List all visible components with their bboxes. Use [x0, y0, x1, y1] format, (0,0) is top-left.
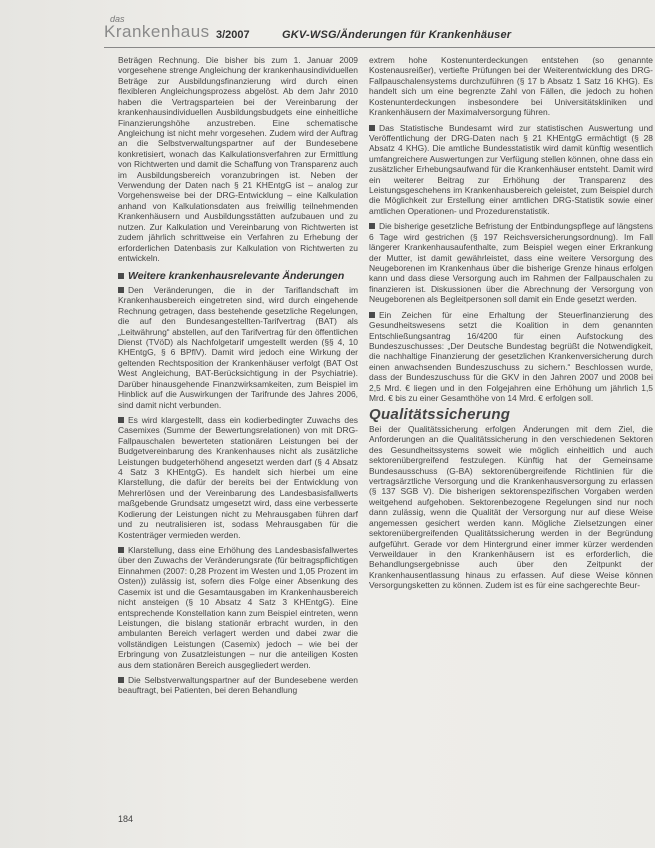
running-title: GKV-WSG/Änderungen für Krankenhäuser — [282, 29, 512, 41]
paragraph: extrem hohe Kostenunterdeckungen entstehen (so genannte Kostenausreißer), vertiefte Prüfungen bei der Weiterentwicklung des DRG-Fallpauschalensystems durchzuführen (§ 17 b Absatz 1 Satz 16 KHG). Es handelt sich um eine begrenzte Zahl von Fällen, die jedoch zu hohen Kostenunterdeckungen insbesondere bei Universitätskliniken und Krankenhäusern der Maximalversorgung führen. — [369, 55, 653, 118]
page-number: 184 — [118, 814, 134, 824]
journal-logo: Krankenhaus — [104, 22, 210, 41]
bullet-square-icon — [118, 547, 124, 553]
bullet-square-icon — [118, 287, 124, 293]
bullet-square-icon — [118, 677, 124, 683]
section-heading: Weitere krankenhausrelevante Änderungen — [118, 271, 358, 281]
bullet-square-icon — [118, 417, 124, 423]
bullet-paragraph: Die Selbstverwaltungspartner auf der Bundesebene werden beauftragt, bei Patienten, bei deren Behandlung — [118, 675, 358, 696]
page-header — [104, 14, 655, 48]
bullet-square-icon — [118, 273, 124, 279]
bullet-paragraph: Die bisherige gesetzliche Befristung der Entbindungspflege auf längstens 6 Tage wird gestrichen (§ 197 Reichsversicherungsordnung). Im Fall längerer Krankenhausaufenthalte, zum Beispiel wegen einer Erkrankung der Mutter, ist damit gewährleistet, dass eine weitere Versorgung des Neugeborenen im Krankenhaus über die bisherige Grenze hinaus erfolgen kann und dass diese Versorgung auch im Rahmen der Fallpauschalen zu finanzieren ist. Diskussionen über die Abrechnung der Versorgung von Neugeborenen als Begleitpersonen soll damit ein Ende gesetzt werden. — [369, 221, 653, 305]
bullet-square-icon — [369, 125, 375, 131]
bullet-paragraph: Klarstellung, dass eine Erhöhung des Landesbasisfallwertes über den Zuwachs der Veränderungsrate (für beitragspflichtigen Einnahmen (2007: 0,28 Prozent im Westen und 1,05 Prozent im Osten)) zulässig ist, sofern dies Folge einer Absenkung des Casemix ist und die Gesamtausgaben im Krankenhausbereich nicht ansteigen (§ 10 Absatz 4 Satz 3 KHEntgG). Eine entsprechende Konstellation kann zum Beispiel eintreten, wenn Leistungen, die bislang stationär erbracht wurden, in den ambulanten Bereich verlagert werden und dabei zwar die vollständigen Leistungen (Casemix) jedoch – wie bei der Erbringung von Zusatzleistungen – nur die anteiligen Kosten aus dem stationären Bereich ausgegliedert werden. — [118, 544, 358, 670]
right-column — [369, 55, 653, 591]
section-heading-quality: Qualitätssicherung — [369, 405, 511, 423]
bullet-paragraph: Den Veränderungen, die in der Tariflandschaft im Krankenhausbereich eingetreten sind, wird durch eingehende Rechnung getragen, dass bestehende gesetzliche Regelungen, die auf den Bundesangestellten-Tarifvertrag (BAT) als „Leitwährung“ abstellen, auf den Tarifvertrag für den öffentlichen Dienst (TVöD) als Nachfolgetarif umgestellt werden (§§ 4, 10 KHEntgG, § 6 BPflV). Damit wird jedoch eine Wirkung der geltenden Rechtsposition der Krankenhäuser verfolgt (BAT Ost West Angleichung, BAT-Berücksichtigung in der Psychiatrie). Darüber hinausgehende Finanzwirksamkeiten, zum Beispiel im Hinblick auf die Auswirkungen der Tarifrunde des Jahres 2006, sind damit nicht verbunden. — [118, 284, 358, 410]
bullet-square-icon — [369, 223, 375, 229]
bullet-paragraph: Es wird klargestellt, dass ein kodierbedingter Zuwachs des Casemixes (Summe der Bewertungsrelationen) von mit DRG-Fallpauschalen bewerteten stationären Leistungen bei der Budgetvereinbarung des Krankenhauses nicht als zusätzliche Leistungen budgeterhöhend angesetzt werden darf (§ 4 Absatz 4 Satz 3 KHEntgG). Es handelt sich hierbei um eine Klarstellung, die dafür der bereits bei der Entwicklung von Mehrerlösen und der Vereinbarung des Landesbasisfallwerts maßgebende Grundsatz umgesetzt wird, dass eine verbesserte Kodierung der Leistungen nicht zu Mehrausgaben führen darf und zu neutralisieren ist, sodass Mehrausgaben für die Kostenträger vermieden werden. — [118, 414, 358, 540]
logo-prefix: das — [110, 14, 125, 24]
paragraph: Bei der Qualitätssicherung erfolgen Änderungen mit dem Ziel, die Anforderungen an die Qualitätssicherung in den verschiedenen Sektoren des Gesundheitssystems soweit wie möglich einheitlich und auch sektorenübergreifend festzulegen. Künftig hat der Gemeinsame Bundesausschuss (G-BA) sektorenübergreifende Richtlinien für die vertragsärztliche Versorgung und die Krankenhausversorgung zu erlassen (§ 137 SGB V). Die bisherigen sektorenspezifischen Vorgaben werden weitgehend aufgehoben. Sektorenbezogene Regelungen sind nur noch dann zulässig, wenn die Qualität der Versorgung nur auf diese Weise angemessen gesichert werden kann. Mögliche Zielsetzungen einer sektorenübergreifenden Qualitätssicherung werden in der Begründung aufgeführt. Gerade vor dem Hintergrund einer immer kürzer werdenden Verweildauer in den Krankenhäusern ist es erforderlich, die Behandlungsergebnisse auch über den Zeitpunkt der Krankenhausentlassung hinaus zu erfassen. Auf diese Weise können Versorgungsketten zu können. Zudem ist es für eine sachgerechte Beur- — [369, 423, 653, 591]
header-rule — [104, 47, 655, 48]
bullet-paragraph: Das Statistische Bundesamt wird zur statistischen Auswertung und Veröffentlichung der DRG-Daten nach § 21 KHEntgG ermächtigt (§ 28 Absatz 4 KHG). Die amtliche Bundesstatistik wird damit künftig wesentlich umfangreichere Auswertungen zur Verfügung stellen können, ohne dass ein zusätzlicher Erhebungsaufwand für die Krankenhäuser entsteht. Damit wird ein weiterer Beitrag zur Erhöhung der Transparenz des Leistungsgeschehens im Krankenhausbereich geleistet, zum Beispiel durch die Möglichkeit zur Erstellung einer amtlichen DRG-Statistik sowie einer amtlichen Operationen- und Prozedurenstatistik. — [369, 122, 653, 216]
bullet-square-icon — [369, 312, 375, 318]
paragraph: Beträgen Rechnung. Die bisher bis zum 1. Januar 2009 vorgesehene strenge Angleichung der krankenhausindividuellen Beträge zur Ausbildungsfinanzierung wird durch einen flexibleren Angleichungsprozess abgelöst. Ab dem Jahr 2010 haben die Vertragsparteien bei der Vereinbarung der krankenhausindividuellen Ausbildungsbudgets eine einheitliche Finanzierungshöhe anzustreben. Eine schematische Angleichung ist nicht mehr vorgesehen. Zudem wird der Auftrag an die Selbstverwaltungspartner auf der Bundesebene konkretisiert, wonach das Kalkulationsverfahren zur Ermittlung von Richtwerten und damit die Schaffung von Transparenz auch im Ausbildungsbereich voranzubringen ist. Neben der Verwendung der Daten nach § 21 KHEntgG ist – analog zur Vorgehensweise bei der DRG-Entwicklung – eine Kalkulation anhand von Kalkulationsdaten aus freiwillig teilnehmenden Krankenhäusern und Ausbildungsstätten aufzubauen und zu nutzen. Zur Kalkulation und Vereinbarung von Richtwerten ist zudem jährlich schrittweise ein Verfahren zu Erhebung der erforderlichen Datenbasis zur Kalkulation von Richtwerten zu entwickeln. — [118, 55, 358, 264]
left-column — [118, 55, 358, 696]
bullet-paragraph: Ein Zeichen für eine Erhaltung der Steuerfinanzierung des Gesundheitswesens setzt die Koalition in dem genannten Entschließungsantrag 16/4200 für einen Aufstockung des Bundeszuschusses: „Der Deutsche Bundestag begrüßt die Notwendigkeit, die nachhaltige Finanzierung der gesetzlichen Krankenversicherung durch einen anwachsenden Bundeszuschuss zu sichern.“ Beschlossen wurde, dass der Bundeszuschuss für die GKV in den Jahren 2007 und 2008 bei 2,5 Mrd. € liegen und in den Folgejahren eine Erhöhung um jährlich 1,5 Mrd. € bis zu einer Gesamthöhe von 14 Mrd. € erfolgen soll. — [369, 309, 653, 404]
issue-number: 3/2007 — [216, 29, 250, 41]
